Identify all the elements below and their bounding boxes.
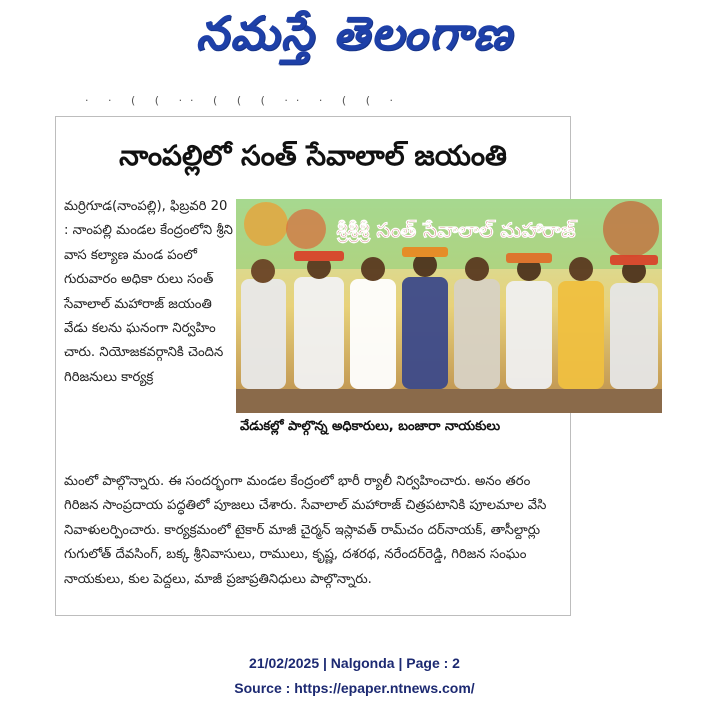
- article-dateline: మర్రిగూడ(నాంపల్లి), ఫిబ్రవరి 20 :: [64, 199, 228, 239]
- article-lead-column: [64, 195, 236, 390]
- article-continuation: మంలో పాల్గొన్నారు. ఈ సందర్భంగా మండల కేంద్రంలో భారీ ర్యాలీ నిర్వహించారు. అనం తరం గిరిజన సాంప్రదాయ పద్ధతిలో పూజలు చేశారు. సేవాలాల్ మహారాజ్ చిత్రపటానికి పూలమాల వేసి నివాళులర్పించారు. కార్యక్రమంలో టైకార్ మాజీ చైర్మన్ ఇస్లావత్ రామ్‌చం దర్‌నాయక్, తాసీల్దార్లు గుగులోత్ దేవసింగ్, బక్క శ్రీనివాసులు, రాములు, కృష్ణ, దశరథ, నరేందర్‌రెడ్డి, గిరిజన సంఘం నాయకులు, కుల పెద్దలు, మాజీ ప్రజాప్రతినిధులు పాల్గొన్నారు.: [64, 474, 547, 587]
- article-clipping: [55, 116, 576, 616]
- footer-source-line: Source : https://epaper.ntnews.com/: [234, 680, 475, 696]
- footer-date-line: 21/02/2025 | Nalgonda | Page : 2: [249, 655, 460, 671]
- article-photo: [236, 199, 662, 413]
- header-strip: · · ( ( ·· ( ( ( ·· · ( ( ·: [85, 94, 401, 107]
- photo-caption: వేడుకల్లో పాల్గొన్న అధికారులు, బంజారా నాయకులు: [240, 419, 501, 434]
- masthead-title: నమస్తే తెలంగాణ: [195, 6, 514, 60]
- photo-banner-text: శ్రీశ్రీశ్రీ సంత్ సేవాలాల్ మహారాజ్: [336, 218, 576, 242]
- newspaper-masthead: [0, 0, 709, 78]
- article-lead: నాంపల్లి మండల కేంద్రంలోని శ్రీని వాస కల్యాణ మండ పంలో గురువారం అధికా రులు సంత్ సేవాలాల్ మహారాజ్ జయంతి వేడు కలను ఘనంగా నిర్వహిం చారు. నియోజకవర్గానికి చెందిన గిరిజనులు కార్యక్ర: [64, 223, 233, 385]
- article-headline: నాంపల్లిలో సంత్ సేవాలాల్ జయంతి: [119, 139, 507, 172]
